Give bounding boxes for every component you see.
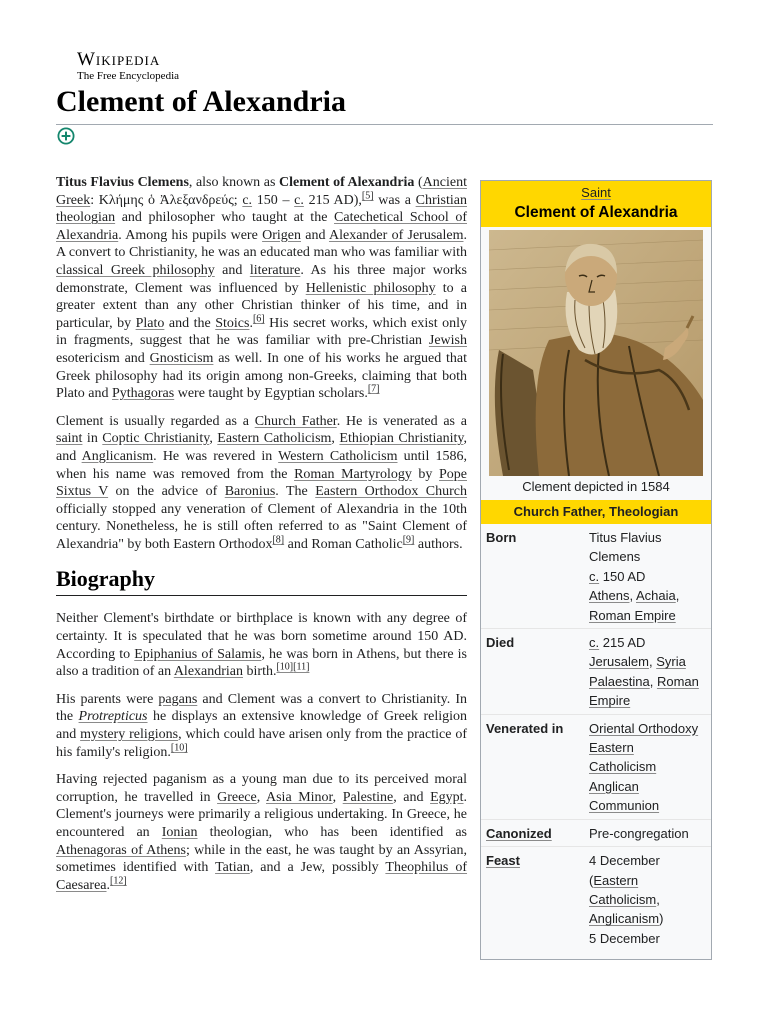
link-roman-martyrology[interactable]: Roman Martyrology [294, 466, 412, 482]
link-roman-empire[interactable]: Roman [656, 673, 699, 689]
link-roman-empire[interactable]: Roman Empire [589, 607, 676, 623]
link-plato[interactable]: Plato [135, 315, 165, 331]
link-athenagoras-of-athens[interactable]: Athenagoras of Athens [56, 842, 186, 858]
link-circa[interactable]: c. [589, 635, 600, 651]
reference-11[interactable]: [11] [293, 661, 310, 673]
link-origen[interactable]: Origen [262, 227, 301, 243]
link-syria[interactable]: Syria [656, 654, 686, 670]
infobox-value [589, 719, 711, 816]
biography-paragraph-2: His parents were pagans and Clement was a convert to Christianity. In the Protrepticus he displays an extensive knowledge of Greek religion and mystery religions, which could have arisen only from the practice of his family's religion.[10] [56, 691, 468, 760]
infobox-kicker-link[interactable]: Saint [581, 185, 611, 200]
link-anglican-communion[interactable]: Communion [589, 798, 660, 814]
link-roman-empire[interactable]: Empire [589, 693, 631, 709]
infobox [480, 180, 712, 960]
link-ethiopian-christianity[interactable]: Ethiopian Christianity [339, 431, 464, 447]
portrait-caption: Clement depicted in 1584 [522, 479, 670, 494]
biography-paragraph-3: Having rejected paganism as a young man due to its perceived moral corruption, he travelled in Greece, Asia Minor, Palestine, and Egypt. Clement's journeys were primarily a religious undertaking. In Greece, he encountered an Ionian theologian, who has been identified as Athenagoras of Athens; while in the east, he was taught by an Assyrian, sometimes identified with Tatian, and a Jew, possibly Theophilus of Caesarea.[12] [56, 772, 468, 893]
portrait-image[interactable] [489, 230, 703, 476]
plus-circle-icon[interactable] [57, 127, 75, 145]
link-ancient-greek[interactable]: Ancient Greek [56, 175, 467, 208]
reference-9[interactable]: [9] [402, 534, 415, 546]
infobox-value: Titus Flavius Clemens c. 150 AD Athens, Achaia, Roman Empire [589, 530, 680, 623]
link-eastern-catholicism[interactable]: Catholicism [589, 891, 657, 907]
link-gnosticism[interactable]: Gnosticism [149, 350, 214, 366]
link-oriental-orthodoxy[interactable]: Oriental Orthodoxy [589, 720, 699, 736]
link-tatian[interactable]: Tatian [215, 860, 250, 876]
link-pope-sixtus-v[interactable]: Pope Sixtus V [56, 466, 467, 500]
infobox-label: Died [486, 635, 515, 651]
link-feast[interactable]: Feast [486, 853, 520, 869]
infobox-row-died [481, 629, 711, 715]
reference-6[interactable]: [6] [252, 313, 265, 325]
link-ionian[interactable]: Ionian [161, 825, 198, 840]
link-asia-minor[interactable]: Asia Minor [266, 789, 333, 805]
link-coptic-christianity[interactable]: Coptic Christianity [102, 431, 210, 447]
link-pagans[interactable]: pagans [158, 691, 198, 707]
link-alexander-of-jerusalem[interactable]: Alexander of Jerusalem [328, 227, 464, 243]
section-heading-biography: Biography [56, 565, 467, 596]
link-classical-greek-philosophy[interactable]: classical Greek philosophy [56, 262, 215, 278]
link-jerusalem[interactable]: Jerusalem [589, 654, 649, 670]
infobox-row-born [481, 524, 711, 629]
reference-12[interactable]: [12] [110, 875, 127, 887]
link-western-catholicism[interactable]: Western Catholicism [278, 448, 398, 464]
infobox-subheader: Church Father, Theologian [481, 500, 711, 524]
link-baronius[interactable]: Baronius [224, 484, 276, 500]
reference-8[interactable]: [8] [272, 534, 285, 546]
infobox-label: Venerated in [486, 720, 564, 736]
link-greece[interactable]: Greece [217, 789, 257, 805]
infobox-label [486, 851, 589, 948]
link-anglican-communion[interactable]: Anglican [589, 778, 639, 794]
link-eastern-orthodox-church[interactable]: Eastern Orthodox Church [315, 484, 468, 500]
link-alexandrian[interactable]: Alexandrian [173, 664, 244, 680]
infobox-row-feast [481, 847, 711, 951]
reference-7[interactable]: [7] [367, 383, 380, 395]
infobox-label: Born [486, 530, 517, 545]
link-pythagoras[interactable]: Pythagoras [112, 386, 175, 402]
link-egypt[interactable]: Egypt [430, 789, 464, 805]
link-eastern-catholicism[interactable]: Eastern Catholicism [217, 431, 332, 447]
link-circa[interactable]: c. [242, 192, 253, 208]
link-achaia[interactable]: Achaia [636, 588, 676, 604]
infobox-label [486, 824, 589, 843]
latin-name: Titus Flavius Clemens [56, 175, 189, 190]
wikipedia-wordmark: Wikipedia [77, 49, 161, 70]
reference-10[interactable]: [10] [276, 661, 294, 673]
biography-paragraph-1: Neither Clement's birthdate or birthplace is known with any degree of certainty. It is speculated that he was born sometime around 150 AD. According to Epiphanius of Salamis, he was born in Athens, but there is also a tradition of an Alexandrian birth.[10][11] [56, 611, 467, 680]
link-protrepticus[interactable]: Protrepticus [78, 709, 148, 725]
infobox-header [481, 181, 711, 227]
infobox-title: Clement of Alexandria [514, 204, 678, 221]
link-anglicanism[interactable]: Anglicanism [589, 911, 660, 927]
title-divider [56, 124, 713, 125]
infobox-value: c. 215 AD Jerusalem, Syria Palaestina, Roman Empire [589, 635, 699, 709]
wikipedia-tagline: The Free Encyclopedia [77, 70, 180, 82]
link-literature[interactable]: literature [249, 262, 301, 278]
common-name: Clement of Alexandria [278, 175, 415, 190]
lead-paragraph-2: Clement is usually regarded as a Church Father. He is venerated as a saint in Coptic Christianity, Eastern Catholicism, Ethiopian Christianity, and Anglicanism. He was revered in Western Catholicism until 1586, when his name was removed from the Roman Martyrology by Pope Sixtus V on the advice of Baronius. The Eastern Orthodox Church officially stopped any veneration of Clement of Alexandria in the 10th century. Nonetheless, he is still often referred to as "Saint Clement of Alexandria" by both Eastern Orthodox[8] and Roman Catholic[9] authors. [56, 413, 468, 552]
link-epiphanius-of-salamis[interactable]: Epiphanius of Salamis [134, 646, 262, 662]
link-hellenistic-philosophy[interactable]: Hellenistic philosophy [305, 280, 436, 296]
link-catechetical-school[interactable]: Catechetical School of Alexandria [56, 210, 467, 243]
link-christian-theologian[interactable]: Christian theologian [56, 192, 467, 226]
reference-10[interactable]: [10] [170, 741, 188, 753]
link-jewish[interactable]: Jewish [428, 333, 467, 349]
link-stoics[interactable]: Stoics [215, 315, 250, 331]
infobox-value: Pre-congregation [589, 825, 689, 841]
article-body [56, 174, 467, 904]
link-circa[interactable]: c. [294, 192, 304, 208]
lead-paragraph-1: Titus Flavius Clemens, also known as Clement of Alexandria (Ancient Greek: Κλήμης ὁ Ἀλεξανδρεύς; c. 150 – c. 215 AD),[5] was a Christian theologian and philosopher who taught at the Catechetical School of Alexandria. Among his pupils were Origen and Alexander of Jerusalem. A convert to Christianity, he was an educated man who was familiar with classical Greek philosophy and literature. As his three major works demonstrate, Clement was influenced by Hellenistic philosophy to a greater extent than any other Christian thinker of his time, and in particular, by Plato and the Stoics.[6] His secret works, which exist only in fragments, suggest that he was familiar with pre-Christian Jewish esotericism and Gnosticism as well. In one of his works he argued that Greek philosophy had its origin among non-Greeks, claiming that both Plato and Pythagoras were taught by Egyptian scholars.[7] [56, 175, 468, 402]
page-title: Clement of Alexandria [56, 85, 346, 118]
link-anglicanism[interactable]: Anglicanism [81, 448, 154, 464]
link-church-father[interactable]: Church Father [254, 413, 337, 429]
link-saint[interactable]: saint [56, 431, 83, 447]
link-eastern-catholicism[interactable]: Catholicism [589, 759, 657, 775]
reference-5[interactable]: [5] [361, 189, 374, 201]
link-theophilus-of-caesarea[interactable]: Theophilus of Caesarea [56, 860, 468, 893]
link-canonized[interactable]: Canonized [486, 825, 552, 841]
link-athens[interactable]: Athens [589, 588, 630, 604]
infobox-value: 4 December (Eastern Catholicism, Anglicanism) 5 December [589, 853, 664, 946]
wikipedia-logo[interactable] [77, 50, 179, 82]
link-eastern-catholicism[interactable]: Eastern [589, 740, 634, 756]
link-mystery-religions[interactable]: mystery religions [80, 727, 179, 743]
link-palestine[interactable]: Palestine [342, 789, 394, 805]
link-circa[interactable]: c. [589, 568, 600, 584]
infobox-row-canonized [481, 820, 711, 847]
infobox-row-venerated [481, 715, 711, 820]
link-syria-palaestina[interactable]: Palaestina [589, 673, 650, 689]
link-eastern-catholicism[interactable]: Eastern [593, 872, 639, 888]
